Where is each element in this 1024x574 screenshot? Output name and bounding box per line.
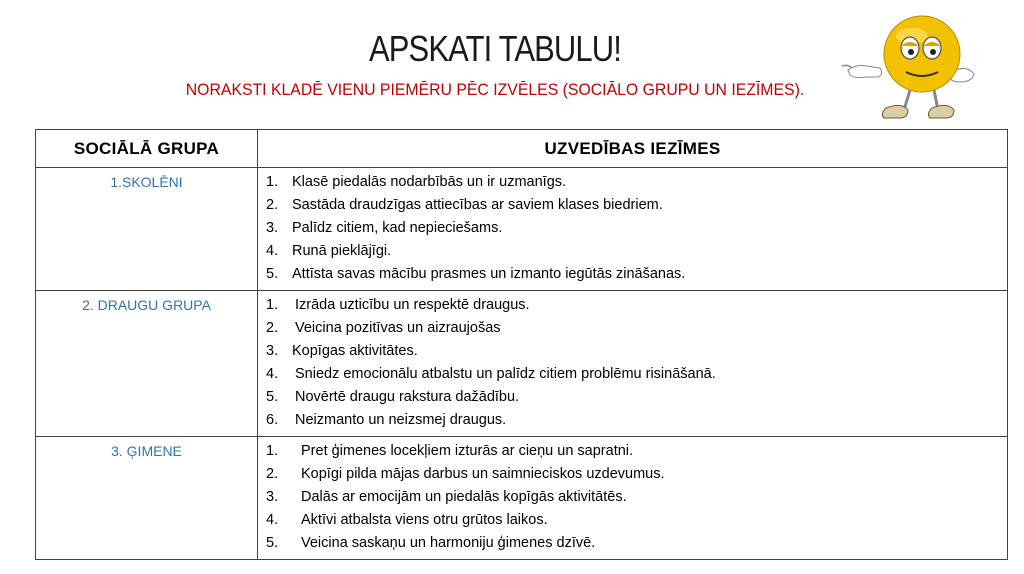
smiley-mascot-icon	[840, 10, 980, 128]
group-cell: 3. ĢIMENE	[36, 437, 258, 560]
slide-title: APSKATI TABULU!	[368, 28, 622, 69]
list-item: 3. Dalās ar emocijām un piedalās kopīgās aktivitātēs.	[266, 489, 627, 505]
table-row	[36, 291, 1008, 437]
group-cell: 2. DRAUGU GRUPA	[36, 291, 258, 437]
slide-subtitle: NORAKSTI KLADĒ VIENU PIEMĒRU PĒC IZVĒLES (SOCIĀLO GRUPU UN IEZĪMES).	[185, 80, 805, 99]
list-item: 5. Novērtē draugu rakstura dažādību.	[266, 389, 520, 405]
table-header-row	[36, 130, 1008, 168]
header-social-group: SOCIĀLĀ GRUPA	[36, 130, 258, 168]
behavior-table	[35, 129, 1008, 560]
list-item: 1. Pret ģimenes locekļiem izturās ar cieņu un sapratni.	[266, 443, 634, 459]
list-item: 6. Neizmanto un neizsmej draugus.	[266, 412, 507, 428]
list-item: 1. Klasē piedalās nodarbībās un ir uzmanīgs.	[266, 174, 567, 190]
traits-cell	[258, 291, 1008, 437]
table-row	[36, 168, 1008, 291]
list-item: 2. Kopīgi pilda mājas darbus un saimnieciskos uzdevumus.	[266, 466, 665, 482]
table-row	[36, 437, 1008, 560]
list-item: 3. Palīdz citiem, kad nepieciešams.	[266, 220, 503, 236]
list-item: 2. Veicina pozitīvas un aizraujošas	[266, 320, 501, 336]
list-item: 4. Runā pieklājīgi.	[266, 243, 392, 259]
list-item: 2. Sastāda draudzīgas attiecības ar saviem klases biedriem.	[266, 197, 663, 213]
list-item: 4. Sniedz emocionālu atbalstu un palīdz citiem problēmu risināšanā.	[266, 366, 716, 382]
list-item: 5. Attīsta savas mācību prasmes un izmanto iegūtās zināšanas.	[266, 266, 686, 282]
header-behavior-traits: UZVEDĪBAS IEZĪMES	[258, 130, 1008, 168]
traits-cell	[258, 437, 1008, 560]
list-item: 3. Kopīgas aktivitātes.	[266, 343, 418, 359]
list-item: 4. Aktīvi atbalsta viens otru grūtos laikos.	[266, 512, 548, 528]
traits-cell	[258, 168, 1008, 291]
list-item: 5. Veicina saskaņu un harmoniju ģimenes dzīvē.	[266, 535, 596, 551]
list-item: 1. Izrāda uzticību un respektē draugus.	[266, 297, 530, 313]
group-cell: 1.SKOLĒNI	[36, 168, 258, 291]
